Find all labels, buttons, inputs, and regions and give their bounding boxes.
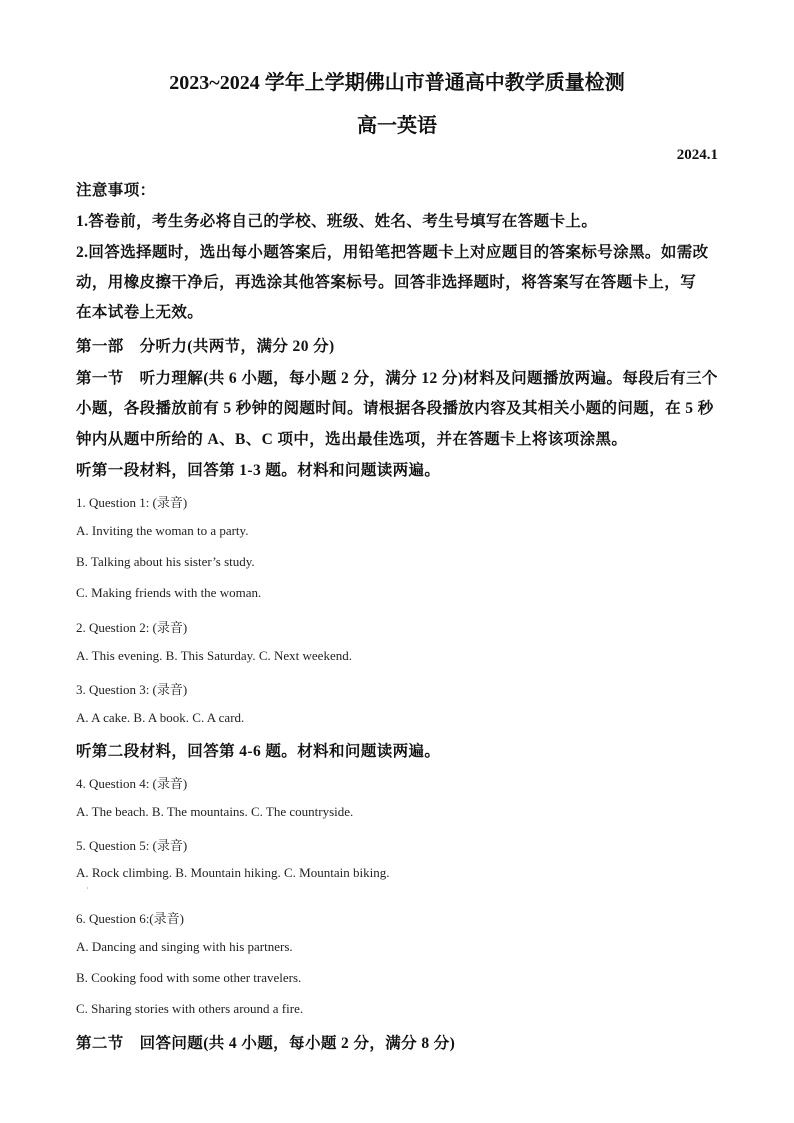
question-4: 4. Question 4: (录音) <box>76 776 188 791</box>
section1-line-1: 第一节 听力理解(共 6 小题，每小题 2 分，满分 12 分)材料及问题播放两遍。每段后有三个 <box>76 370 718 387</box>
notice-item-1: 1.答卷前，考生务必将自己的学校、班级、姓名、考生号填写在答题卡上。 <box>76 213 598 230</box>
question-6: 6. Question 6:(录音) <box>76 911 184 926</box>
question-6-option-c: C. Sharing stories with others around a fire. <box>76 1001 304 1016</box>
exam-date: 2024.1 <box>676 147 718 163</box>
question-3: 3. Question 3: (录音) <box>76 682 188 697</box>
exam-subtitle: 高一英语 <box>357 115 437 137</box>
question-1: 1. Question 1: (录音) <box>76 495 188 510</box>
question-6-option-a: A. Dancing and singing with his partners. <box>76 939 293 954</box>
question-2-options: A. This evening. B. This Saturday. C. Next weekend. <box>76 648 352 663</box>
part1-heading: 第一部 分听力(共两节，满分 20 分) <box>76 338 335 355</box>
question-1-option-b: B. Talking about his sister’s study. <box>76 554 255 569</box>
section1-line-3: 钟内从题中所给的 A、B、C 项中，选出最佳选项，并在答题卡上将该项涂黑。 <box>76 431 628 448</box>
notice-heading: 注意事项： <box>76 182 156 199</box>
notice-item-2-line-3: 在本试卷上无效。 <box>76 304 204 321</box>
notice-item-2-line-2: 动，用橡皮擦干净后，再选涂其他答案标号。回答非选择题时，将答案写在答题卡上，写 <box>76 274 697 291</box>
group2-instruction: 听第二段材料，回答第 4-6 题。材料和问题读两遍。 <box>76 743 441 760</box>
stray-mark: · <box>86 884 89 893</box>
exam-title: 2023~2024 学年上学期佛山市普通高中教学质量检测 <box>169 72 625 94</box>
question-6-option-b: B. Cooking food with some other travelers. <box>76 970 302 985</box>
question-3-options: A. A cake. B. A book. C. A card. <box>76 710 245 725</box>
question-1-option-a: A. Inviting the woman to a party. <box>76 523 249 538</box>
question-1-option-c: C. Making friends with the woman. <box>76 585 262 600</box>
section2-heading: 第二节 回答问题(共 4 小题，每小题 2 分，满分 8 分) <box>76 1035 456 1052</box>
group1-instruction: 听第一段材料，回答第 1-3 题。材料和问题读两遍。 <box>76 462 441 479</box>
question-4-options: A. The beach. B. The mountains. C. The countryside. <box>76 804 354 819</box>
question-5: 5. Question 5: (录音) <box>76 838 188 853</box>
question-5-options: A. Rock climbing. B. Mountain hiking. C. Mountain biking. <box>76 865 390 880</box>
question-2: 2. Question 2: (录音) <box>76 620 188 635</box>
section1-line-2: 小题，各段播放前有 5 秒钟的阅题时间。请根据各段播放内容及其相关小题的问题，在 5 秒 <box>76 400 714 417</box>
notice-item-2-line-1: 2.回答选择题时，选出每小题答案后，用铅笔把答题卡上对应题目的答案标号涂黑。如需改 <box>76 244 709 261</box>
